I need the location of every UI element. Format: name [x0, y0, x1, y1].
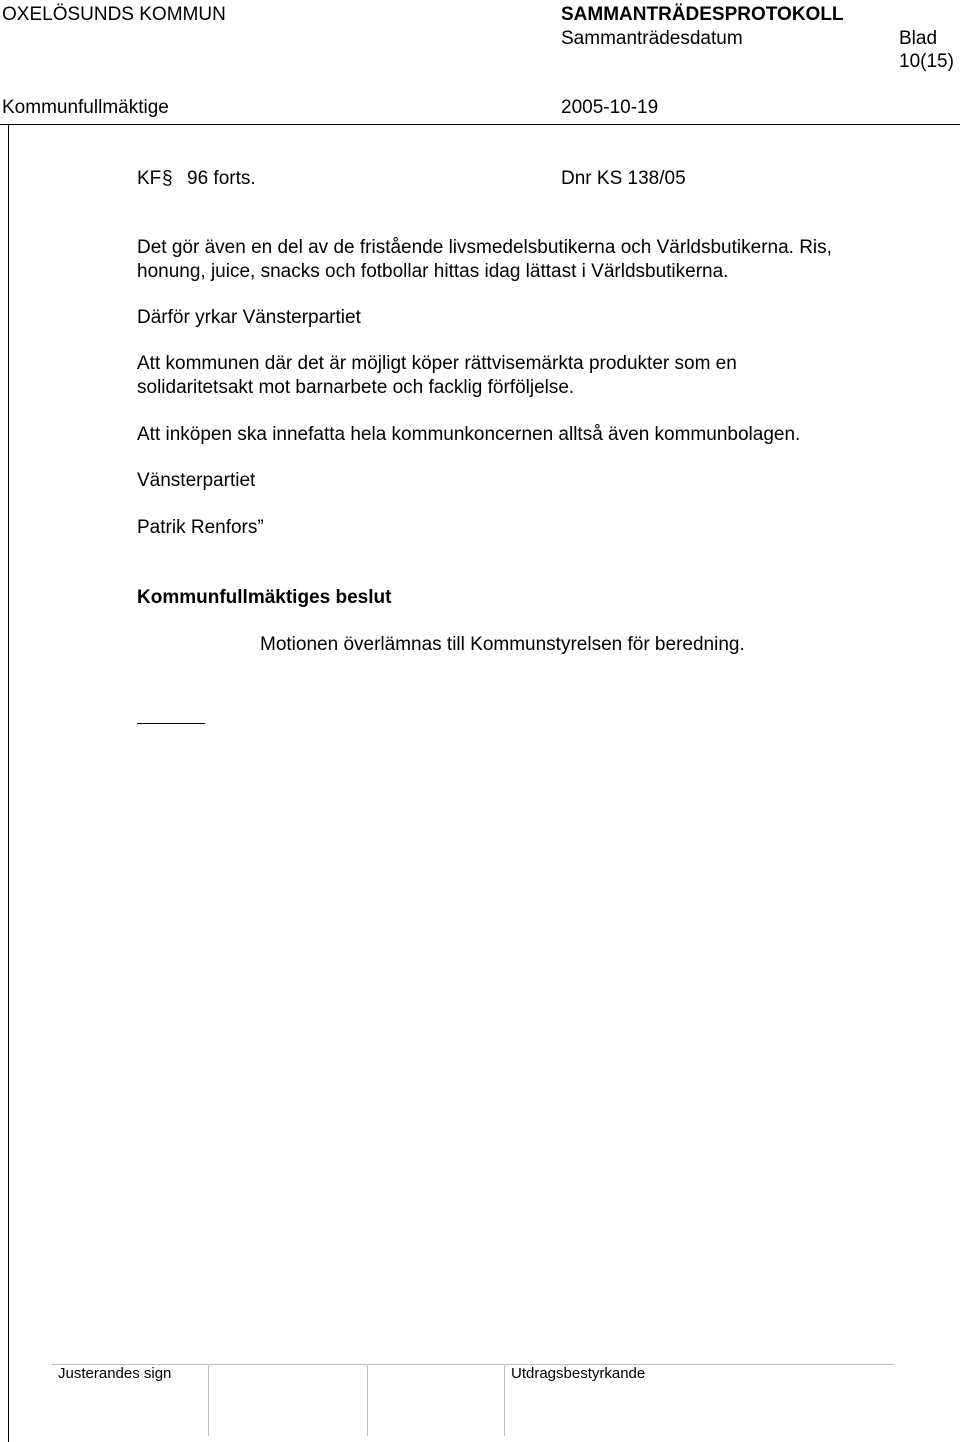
municipality-name: OXELÖSUNDS KOMMUN — [2, 4, 226, 25]
page-number: 10(15) — [899, 51, 954, 72]
meeting-date-label: Sammanträdesdatum — [561, 28, 743, 49]
document-type: SAMMANTRÄDESPROTOKOLL — [561, 4, 844, 25]
decision-heading: Kommunfullmäktiges beslut — [137, 587, 392, 608]
paragraph-4: Att inköpen ska innefatta hela kommunkoncernen alltså även kommunbolagen. — [137, 424, 801, 445]
left-margin-rule — [8, 125, 9, 1442]
decision-text: Motionen överlämnas till Kommunstyrelsen för beredning. — [260, 634, 745, 655]
end-rule — [137, 723, 205, 724]
paragraph-3-line-1: Att kommunen där det är möjligt köper rättvisemärkta produkter som en — [137, 353, 737, 374]
page-label: Blad — [899, 28, 938, 49]
signatory-name: Patrik Renfors” — [137, 517, 264, 538]
paragraph-2: Därför yrkar Vänsterpartiet — [137, 307, 361, 328]
assembly-name: Kommunfullmäktige — [2, 97, 169, 118]
footer-divider-2 — [367, 1364, 368, 1436]
party-name: Vänsterpartiet — [137, 470, 256, 491]
header-divider — [0, 124, 960, 125]
paragraph-3-line-2: solidaritetsakt mot barnarbete och facklig förföljelse. — [137, 377, 575, 398]
paragraph-1-line-2: honung, juice, snacks och fotbollar hittas idag lättast i Världsbutikerna. — [137, 261, 729, 282]
footer-divider-1 — [208, 1364, 209, 1436]
footer-top-rule — [52, 1364, 894, 1365]
footer-divider-3 — [504, 1364, 505, 1436]
diary-number: Dnr KS 138/05 — [561, 168, 686, 189]
signature-label: Justerandes sign — [58, 1365, 172, 1382]
paragraph-1-line-1: Det gör även en del av de fristående livsmedelsbutikerna och Världsbutikerna. Ris, — [137, 237, 832, 258]
extract-certification-label: Utdragsbestyrkande — [511, 1365, 646, 1382]
paragraph-sign: § — [162, 168, 173, 189]
section-label: KF — [137, 168, 162, 189]
meeting-date: 2005-10-19 — [561, 97, 659, 118]
case-number: 96 forts. — [187, 168, 256, 189]
